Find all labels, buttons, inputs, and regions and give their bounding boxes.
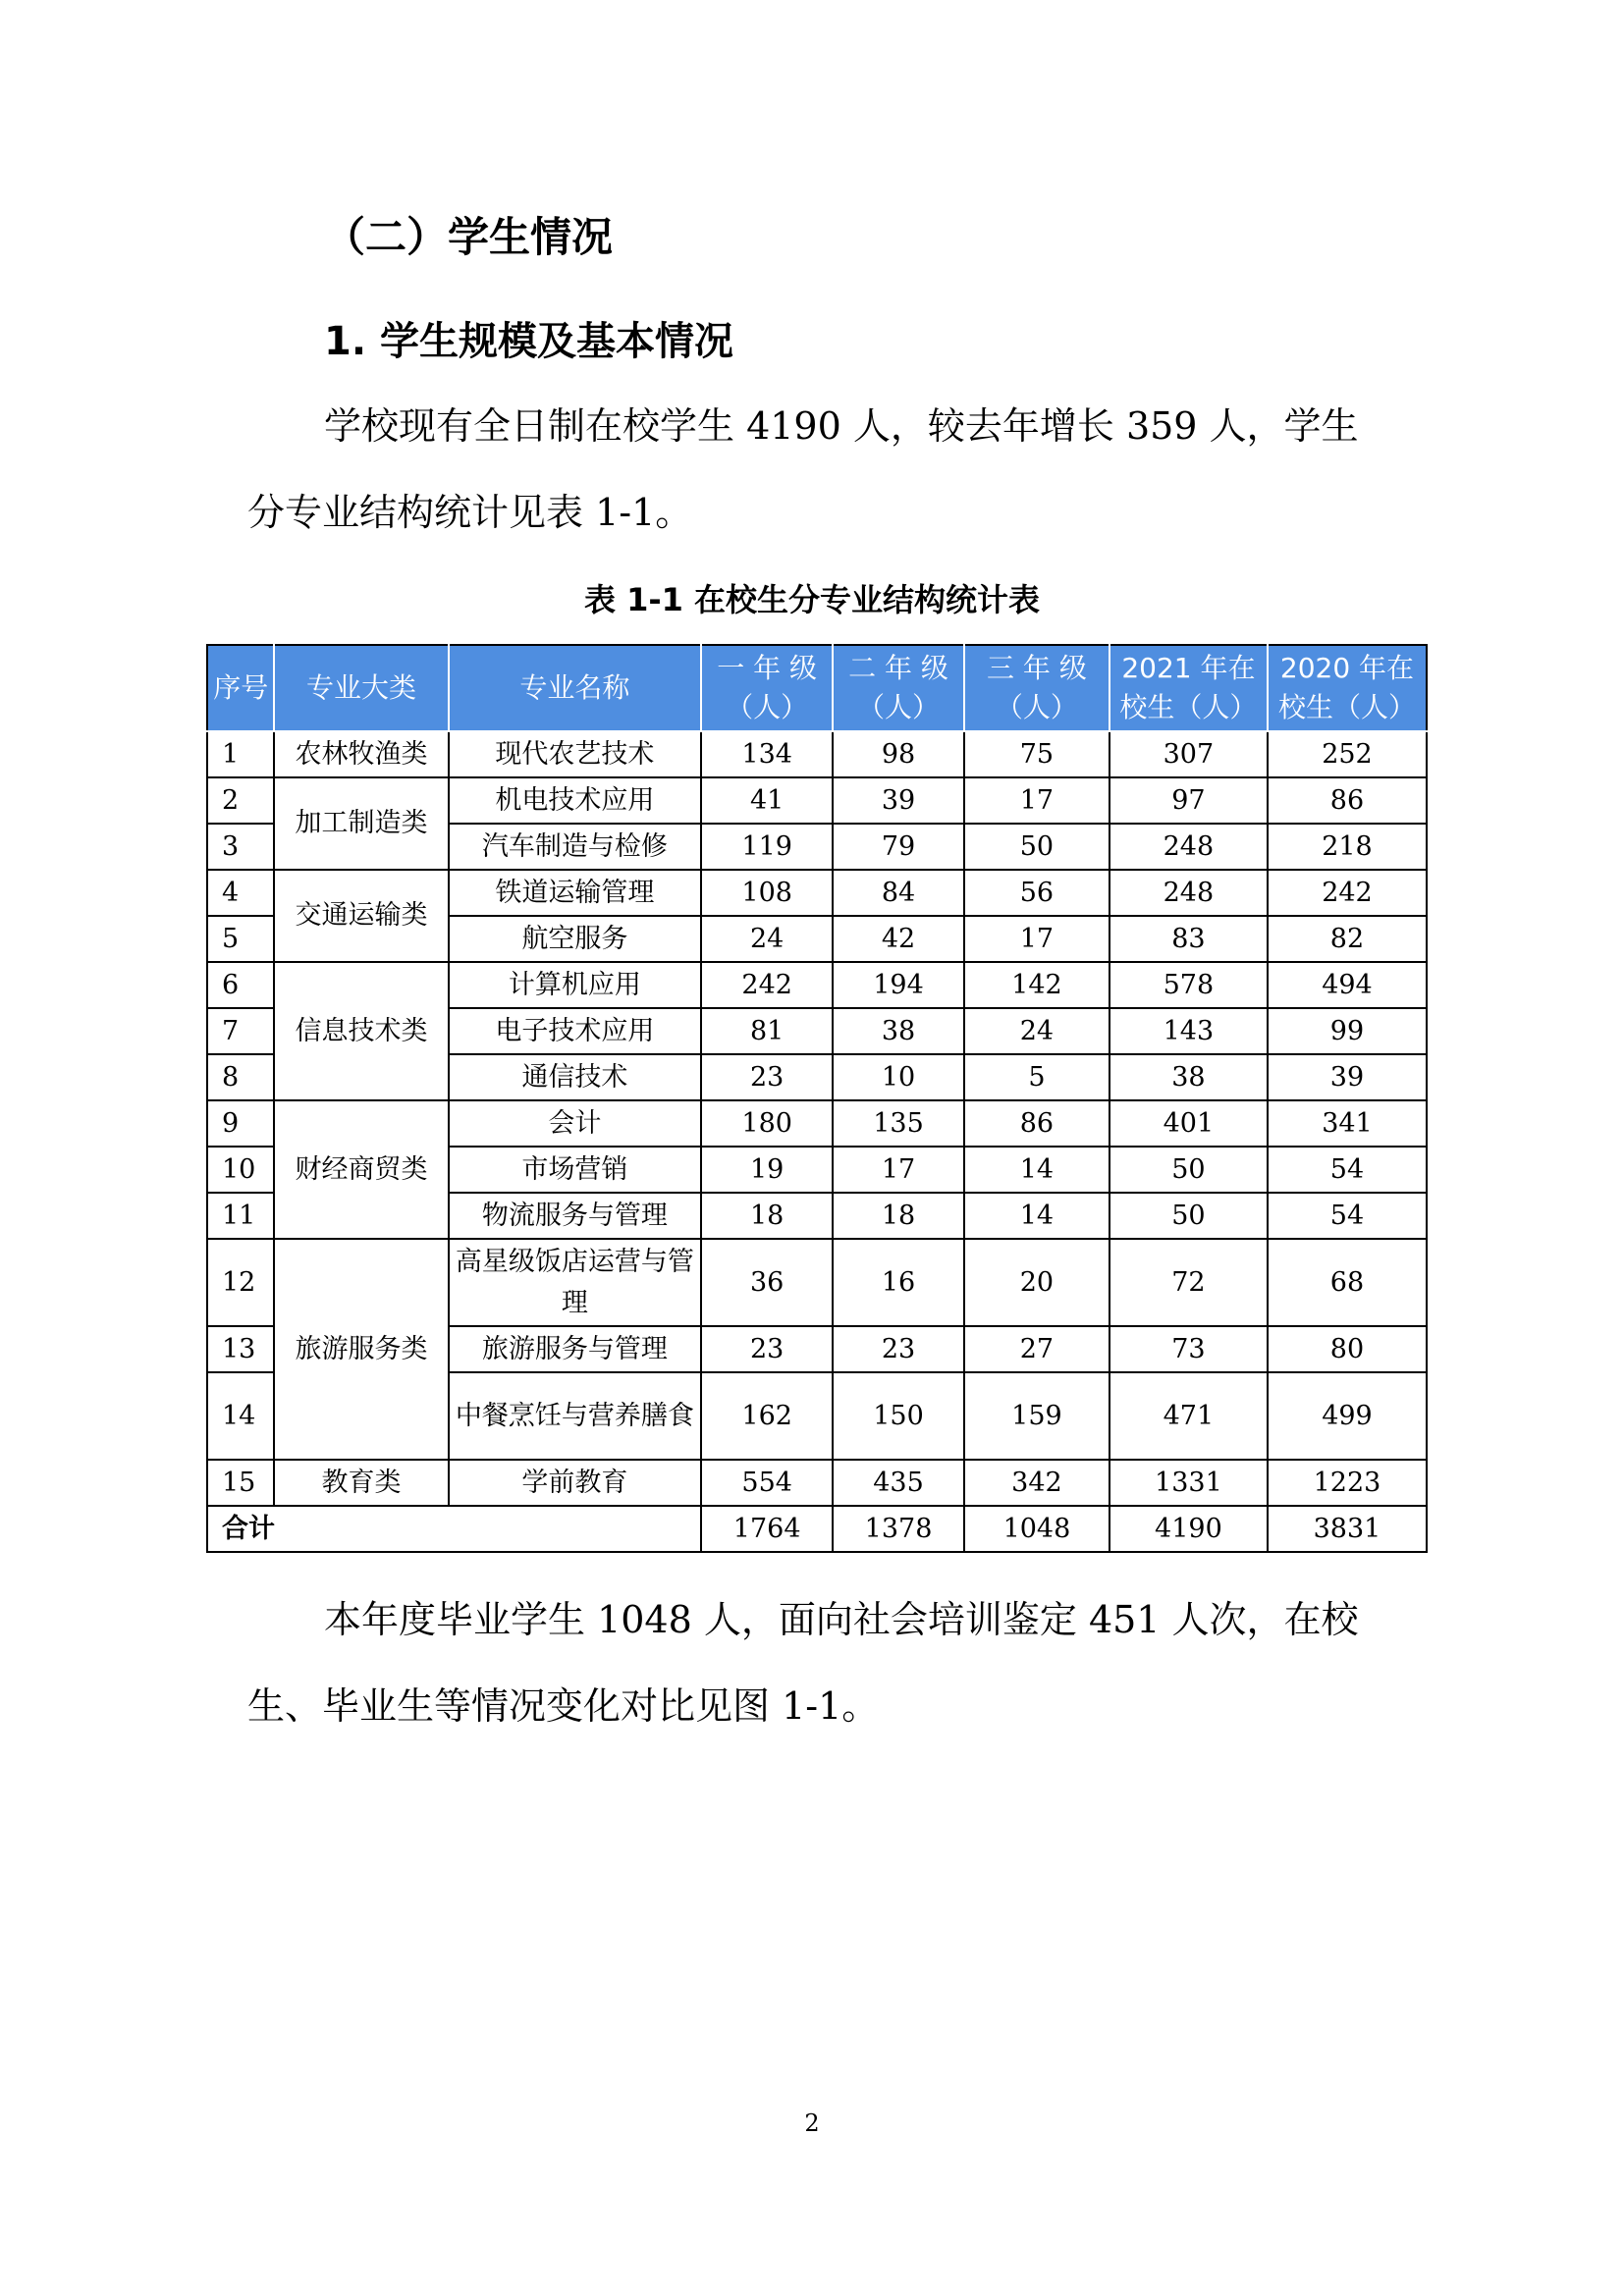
cell-category: 财经商贸类 [274,1100,448,1239]
enrollment-table [206,644,1428,1553]
cell-category: 加工制造类 [274,777,448,870]
cell-major: 机电技术应用 [449,777,702,824]
cell-major: 汽车制造与检修 [449,824,702,870]
table-row [207,777,1427,824]
section-heading: （二）学生情况 [324,213,614,261]
cell-index: 10 [207,1147,274,1193]
cell-grade-3: 5 [964,1054,1110,1100]
cell-index: 7 [207,1008,274,1054]
cell-grade-1: 19 [701,1147,833,1193]
cell-enrolled-2020: 68 [1268,1239,1427,1326]
cell-enrolled-2021: 1331 [1110,1460,1268,1506]
cell-grade-1: 24 [701,916,833,962]
cell-category: 信息技术类 [274,962,448,1100]
cell-grade-2: 17 [833,1147,964,1193]
cell-grade-1: 162 [701,1372,833,1460]
cell-enrolled-2020: 80 [1268,1326,1427,1372]
page-number: 2 [804,2109,820,2137]
cell-major: 旅游服务与管理 [449,1326,702,1372]
cell-enrolled-2020: 499 [1268,1372,1427,1460]
subsection-heading: 1. 学生规模及基本情况 [324,319,733,364]
cell-major: 电子技术应用 [449,1008,702,1054]
total-enrolled-2021: 4190 [1110,1506,1268,1552]
cell-enrolled-2020: 494 [1268,962,1427,1008]
cell-grade-3: 17 [964,916,1110,962]
cell-grade-1: 134 [701,731,833,777]
cell-grade-3: 14 [964,1147,1110,1193]
paragraph-graduates: 本年度毕业学生 1048 人，面向社会培训鉴定 451 人次，在校生、毕业生等情况变化对比见图 1-1。 [247,1598,1359,1728]
cell-index: 6 [207,962,274,1008]
cell-enrolled-2020: 242 [1268,870,1427,916]
cell-grade-3: 86 [964,1100,1110,1147]
cell-grade-1: 23 [701,1054,833,1100]
cell-enrolled-2021: 401 [1110,1100,1268,1147]
cell-major: 航空服务 [449,916,702,962]
cell-enrolled-2021: 50 [1110,1193,1268,1239]
header-grade-1: 一 年 级（人） [701,645,833,731]
header-grade-2: 二 年 级（人） [833,645,964,731]
cell-index: 9 [207,1100,274,1147]
header-major: 专业名称 [449,645,702,731]
header-index: 序号 [207,645,274,731]
cell-enrolled-2021: 83 [1110,916,1268,962]
cell-grade-2: 23 [833,1326,964,1372]
cell-enrolled-2021: 143 [1110,1008,1268,1054]
header-enrolled-2020: 2020 年在校生（人） [1268,645,1427,731]
cell-grade-3: 27 [964,1326,1110,1372]
cell-grade-3: 20 [964,1239,1110,1326]
cell-index: 15 [207,1460,274,1506]
cell-enrolled-2021: 50 [1110,1147,1268,1193]
cell-grade-2: 10 [833,1054,964,1100]
cell-enrolled-2021: 38 [1110,1054,1268,1100]
cell-index: 3 [207,824,274,870]
cell-grade-2: 18 [833,1193,964,1239]
cell-index: 12 [207,1239,274,1326]
cell-grade-1: 41 [701,777,833,824]
cell-grade-2: 194 [833,962,964,1008]
cell-enrolled-2020: 99 [1268,1008,1427,1054]
cell-category: 农林牧渔类 [274,731,448,777]
cell-grade-3: 75 [964,731,1110,777]
cell-grade-3: 24 [964,1008,1110,1054]
cell-enrolled-2021: 97 [1110,777,1268,824]
cell-grade-3: 56 [964,870,1110,916]
cell-major: 物流服务与管理 [449,1193,702,1239]
cell-grade-3: 50 [964,824,1110,870]
cell-index: 8 [207,1054,274,1100]
table-total-row [207,1506,1427,1552]
table-row [207,870,1427,916]
cell-index: 4 [207,870,274,916]
cell-grade-2: 79 [833,824,964,870]
cell-major: 高星级饭店运营与管理 [449,1239,702,1326]
cell-major: 会计 [449,1100,702,1147]
cell-category: 教育类 [274,1460,448,1506]
header-grade-3: 三 年 级（人） [964,645,1110,731]
cell-enrolled-2021: 307 [1110,731,1268,777]
cell-category: 交通运输类 [274,870,448,962]
table-caption: 表 1-1 在校生分专业结构统计表 [583,581,1041,618]
cell-category: 旅游服务类 [274,1239,448,1460]
table-row [207,962,1427,1008]
cell-grade-2: 435 [833,1460,964,1506]
cell-major: 计算机应用 [449,962,702,1008]
table-row [207,1100,1427,1147]
cell-grade-3: 142 [964,962,1110,1008]
cell-grade-1: 119 [701,824,833,870]
cell-enrolled-2020: 82 [1268,916,1427,962]
cell-grade-3: 17 [964,777,1110,824]
cell-enrolled-2021: 248 [1110,824,1268,870]
cell-grade-1: 81 [701,1008,833,1054]
cell-enrolled-2021: 72 [1110,1239,1268,1326]
cell-major: 学前教育 [449,1460,702,1506]
cell-grade-2: 84 [833,870,964,916]
table-row [207,1460,1427,1506]
cell-enrolled-2020: 86 [1268,777,1427,824]
cell-grade-3: 342 [964,1460,1110,1506]
cell-grade-3: 159 [964,1372,1110,1460]
cell-enrolled-2020: 252 [1268,731,1427,777]
header-enrolled-2021: 2021 年在校生（人） [1110,645,1268,731]
cell-enrolled-2021: 471 [1110,1372,1268,1460]
total-grade-1: 1764 [701,1506,833,1552]
cell-enrolled-2020: 1223 [1268,1460,1427,1506]
cell-enrolled-2021: 248 [1110,870,1268,916]
cell-grade-2: 38 [833,1008,964,1054]
cell-grade-2: 150 [833,1372,964,1460]
cell-grade-2: 135 [833,1100,964,1147]
total-grade-2: 1378 [833,1506,964,1552]
table-row [207,1239,1427,1326]
cell-grade-2: 39 [833,777,964,824]
total-label: 合计 [207,1506,701,1552]
paragraph-intro: 学校现有全日制在校学生 4190 人，较去年增长 359 人，学生分专业结构统计见表 1-1。 [247,404,1359,534]
cell-enrolled-2021: 73 [1110,1326,1268,1372]
cell-grade-3: 14 [964,1193,1110,1239]
cell-grade-2: 16 [833,1239,964,1326]
cell-enrolled-2021: 578 [1110,962,1268,1008]
cell-enrolled-2020: 54 [1268,1147,1427,1193]
cell-major: 铁道运输管理 [449,870,702,916]
cell-major: 中餐烹饪与营养膳食 [449,1372,702,1460]
cell-major: 通信技术 [449,1054,702,1100]
cell-index: 1 [207,731,274,777]
cell-grade-2: 98 [833,731,964,777]
cell-grade-1: 180 [701,1100,833,1147]
cell-major: 市场营销 [449,1147,702,1193]
cell-grade-2: 42 [833,916,964,962]
cell-enrolled-2020: 218 [1268,824,1427,870]
cell-index: 5 [207,916,274,962]
total-enrolled-2020: 3831 [1268,1506,1427,1552]
cell-grade-1: 242 [701,962,833,1008]
cell-enrolled-2020: 39 [1268,1054,1427,1100]
cell-grade-1: 108 [701,870,833,916]
cell-grade-1: 36 [701,1239,833,1326]
table-header-row [207,645,1427,731]
cell-index: 11 [207,1193,274,1239]
cell-grade-1: 18 [701,1193,833,1239]
cell-enrolled-2020: 341 [1268,1100,1427,1147]
header-category: 专业大类 [274,645,448,731]
table-body [207,731,1427,1552]
cell-index: 14 [207,1372,274,1460]
cell-major: 现代农艺技术 [449,731,702,777]
table-row [207,731,1427,777]
cell-index: 13 [207,1326,274,1372]
cell-enrolled-2020: 54 [1268,1193,1427,1239]
cell-grade-1: 23 [701,1326,833,1372]
cell-grade-1: 554 [701,1460,833,1506]
cell-index: 2 [207,777,274,824]
total-grade-3: 1048 [964,1506,1110,1552]
